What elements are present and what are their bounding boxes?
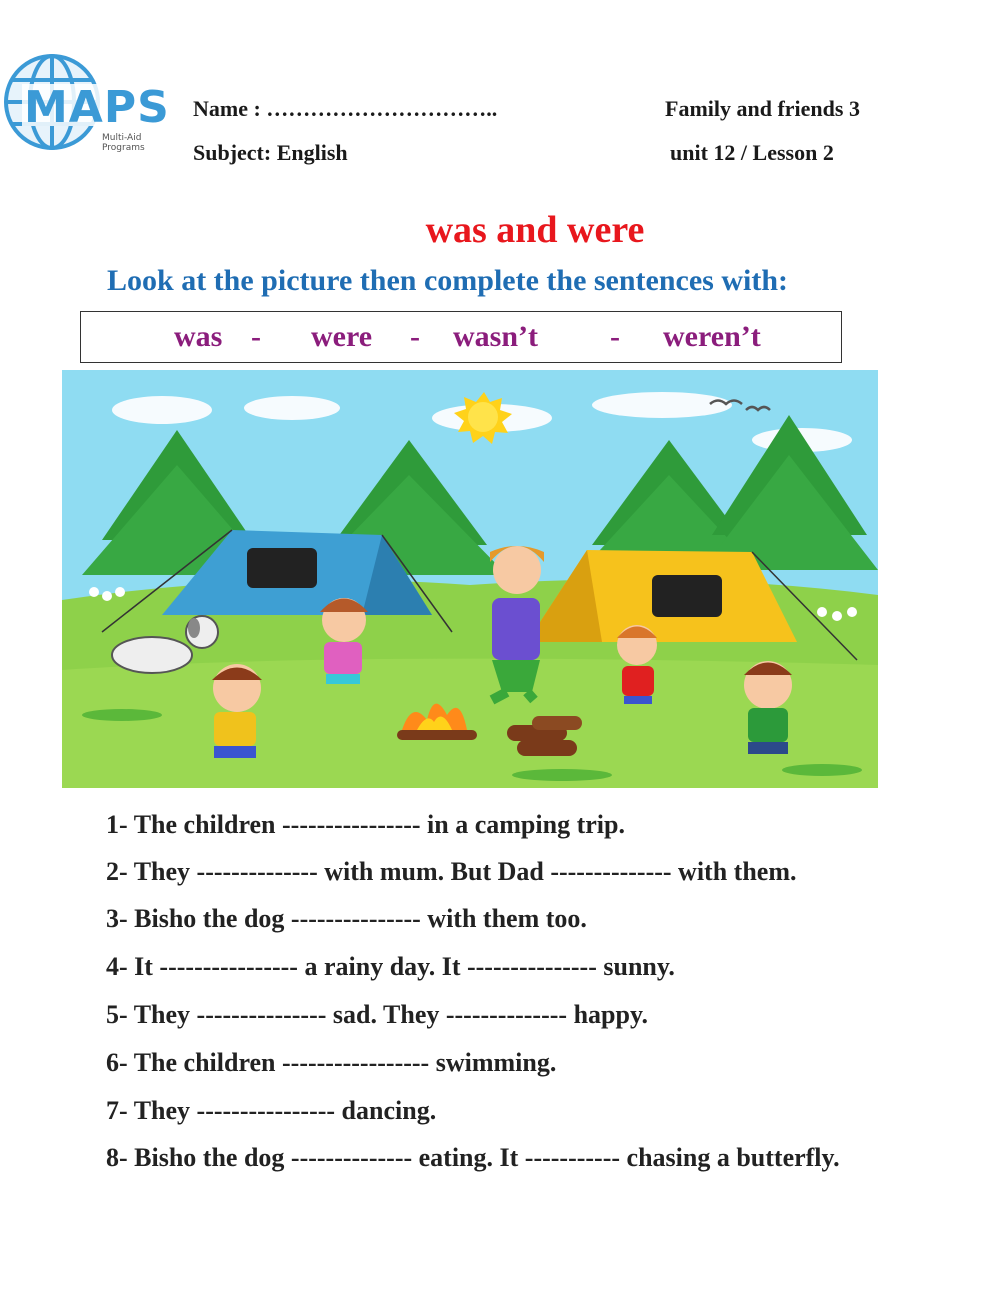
worksheet-title: was and were [425, 209, 645, 251]
book-title: Family and friends 3 [665, 96, 860, 121]
word-bank-separator: - [251, 320, 261, 353]
word-bank-word: were [311, 320, 373, 353]
word-bank-word: wasn’t [453, 320, 539, 353]
word-bank-word: was [174, 320, 223, 353]
logo-subtext-1: Multi-Aid [102, 133, 142, 143]
sentence-8: 8- Bisho the dog -------------- eating. It ----------- chasing a butterfly. [106, 1143, 840, 1172]
logo-text: MAPS [24, 82, 170, 133]
sentence-2: 2- They -------------- with mum. But Dad -------------- with them. [106, 857, 797, 886]
sentence-4: 4- It ---------------- a rainy day. It --------------- sunny. [106, 952, 675, 981]
word-bank-box [80, 311, 842, 363]
name-field-label: Name : ………………………….. [193, 96, 498, 121]
word-bank-separator: - [610, 320, 620, 353]
sentence-3: 3- Bisho the dog --------------- with them too. [106, 904, 587, 933]
camping-scene-image [62, 370, 878, 788]
sentence-6: 6- The children ----------------- swimming. [106, 1048, 557, 1077]
unit-label: unit 12 / Lesson 2 [670, 140, 834, 165]
logo-subtext-2: Programs [102, 143, 145, 153]
sentence-1: 1- The children ---------------- in a camping trip. [106, 810, 625, 839]
subject-label: Subject: English [193, 140, 348, 165]
instruction-text: Look at the picture then complete the sentences with: [107, 264, 789, 297]
sentence-7: 7- They ---------------- dancing. [106, 1096, 437, 1125]
maps-logo [2, 52, 170, 156]
word-bank-separator: - [410, 320, 420, 353]
word-bank-word: weren’t [663, 320, 761, 353]
sentence-5: 5- They --------------- sad. They -------------- happy. [106, 1000, 649, 1029]
